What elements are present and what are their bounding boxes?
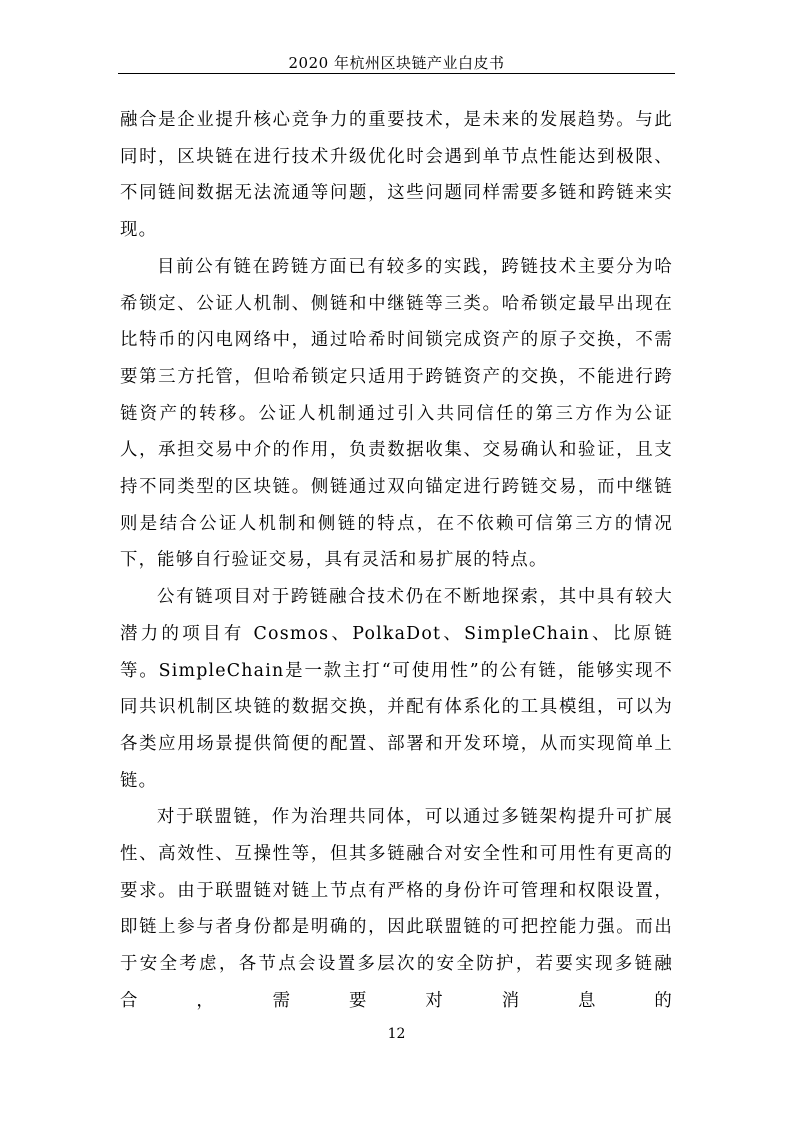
page-header-title: 2020 年杭州区块链产业白皮书 [288,54,505,72]
paragraph-4: 对于联盟链，作为治理共同体，可以通过多链架构提升可扩展性、高效性、互操性等，但其多链融合对安全性和可用性有更高的要求。由于联盟链对链上节点有严格的身份许可管理和权限设置，即链上参与者身份都是明确的，因此联盟链的可把控能力强。而出于安全考虑，各节点会设置多层次的安全防护，若要实现多链融合，需要对消息的 [120,807,673,1011]
header-divider [118,73,675,74]
paragraph-2: 目前公有链在跨链方面已有较多的实践，跨链技术主要分为哈希锁定、公证人机制、侧链和中继链等三类。哈希锁定最早出现在比特币的闪电网络中，通过哈希时间锁完成资产的原子交换，不需要第三方托管，但哈希锁定只适用于跨链资产的交换，不能进行跨链资产的转移。公证人机制通过引入共同信任的第三方作为公证人，承担交易中介的作用，负责数据收集、交易确认和验证，且支持不同类型的区块链。侧链通过双向锚定进行跨链交易，而中继链则是结合公证人机制和侧链的特点，在不依赖可信第三方的情况下，能够自行验证交易，具有灵活和易扩展的特点。 [120,256,673,571]
paragraph-1: 融合是企业提升核心竞争力的重要技术，是未来的发展趋势。与此同时，区块链在进行技术升级优化时会遇到单节点性能达到极限、不同链间数据无法流通等问题，这些问题同样需要多链和跨链来实现。 [120,110,673,241]
page-number: 12 [387,1026,406,1042]
document-body [120,102,673,1020]
paragraph-3: 公有链项目对于跨链融合技术仍在不断地探索，其中具有较大潜力的项目有 Cosmos、PolkaDot、SimpleChain、比原链等。SimpleChain是一款主打“可使用性”的公有链，能够实现不同共识机制区块链的数据交换，并配有体系化的工具模组，可以为各类应用场景提供简便的配置、部署和开发环境，从而实现简单上链。 [120,587,673,791]
